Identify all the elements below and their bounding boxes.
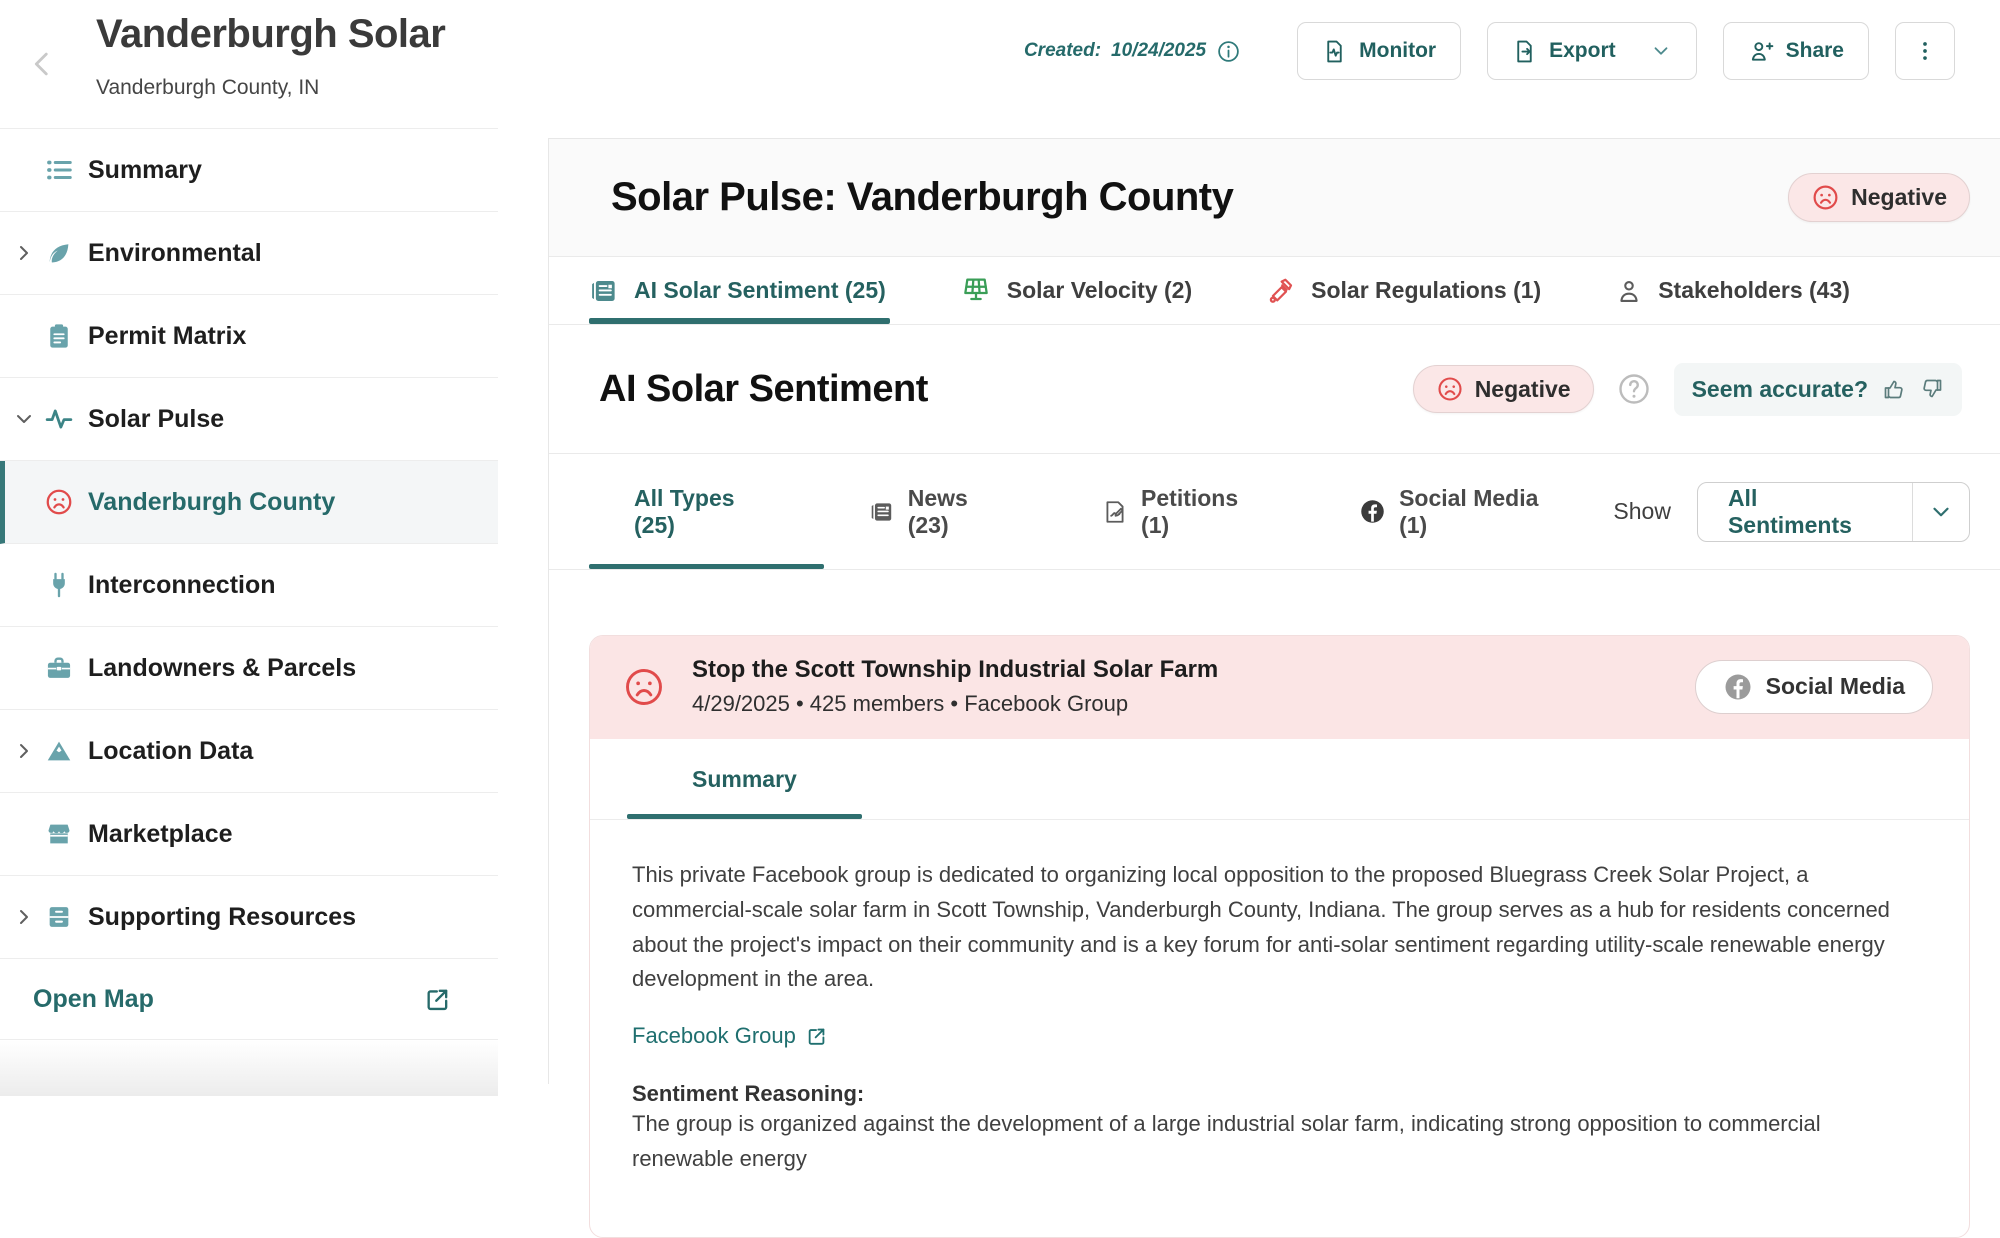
filter-social-media[interactable]: [1314, 454, 1613, 569]
sidebar-item-label: Solar Pulse: [88, 404, 225, 433]
sidebar: [0, 128, 498, 1084]
newspaper-icon: [589, 276, 619, 306]
chevron-right-icon[interactable]: [12, 739, 38, 763]
card-title: Stop the Scott Township Industrial Solar Farm: [692, 656, 1219, 683]
leaf-icon: [44, 238, 74, 268]
created-label: Created:: [1023, 40, 1102, 61]
export-label: Export: [1549, 39, 1616, 62]
facebook-icon: [1359, 498, 1386, 525]
filter-label: Petitions (1): [1141, 484, 1239, 538]
sidebar-item-solar-pulse[interactable]: [0, 378, 498, 461]
main-tabs: [549, 257, 2000, 325]
sidebar-item-marketplace[interactable]: [0, 793, 498, 876]
section-title: AI Solar Sentiment: [599, 367, 928, 410]
share-person-icon: [1748, 38, 1774, 64]
chevron-left-icon: [25, 47, 59, 81]
created-date: 10/24/2025: [1111, 40, 1207, 61]
sidebar-item-landowners-parcels[interactable]: [0, 627, 498, 710]
export-button[interactable]: [1487, 22, 1697, 80]
thumbs-down-button[interactable]: [1920, 377, 1944, 401]
info-icon[interactable]: [1216, 39, 1241, 64]
tab-label: AI Solar Sentiment (25): [634, 277, 886, 303]
accuracy-feedback: [1674, 363, 1962, 416]
share-button[interactable]: [1723, 22, 1869, 80]
tab-label: Stakeholders (43): [1658, 277, 1850, 303]
tab-solar-velocity[interactable]: [960, 257, 1192, 324]
topbar-actions: [1024, 22, 1955, 80]
filter-label: News (23): [907, 484, 968, 538]
card-meta: 4/29/2025 • 425 members • Facebook Group: [692, 691, 1129, 716]
sidebar-item-label: Vanderburgh County: [88, 487, 336, 516]
tab-stakeholders[interactable]: [1615, 257, 1850, 324]
main-panel: [548, 138, 2000, 1171]
sidebar-item-label: Location Data: [88, 736, 254, 765]
card-type-badge: [1695, 660, 1933, 714]
person-icon: [1615, 277, 1643, 305]
sentiment-reasoning-text: The group is organized against the development of a large industrial solar farm, indicating strong opposition to commercial renewable energy: [632, 1111, 1821, 1171]
clipboard-icon: [44, 321, 74, 351]
tab-label: Solar Regulations (1): [1311, 277, 1542, 303]
top-header: [0, 0, 2000, 128]
sidebar-item-label: Permit Matrix: [88, 321, 247, 350]
created-info: [1024, 39, 1241, 64]
chevron-right-icon[interactable]: [12, 241, 38, 265]
filter-all-types[interactable]: [589, 454, 824, 569]
card-tabs: [590, 739, 1969, 820]
sentiment-filter-value: All Sentiments: [1698, 483, 1913, 541]
sidebar-item-label: Summary: [88, 155, 202, 184]
sidebar-item-permit-matrix[interactable]: [0, 295, 498, 378]
filter-news[interactable]: [824, 454, 1057, 569]
sidebar-item-label: Landowners & Parcels: [88, 653, 357, 682]
open-map-label: Open Map: [33, 984, 154, 1013]
sad-face-icon: [1811, 183, 1840, 212]
card-body: [590, 820, 1969, 1237]
sidebar-item-location-data[interactable]: [0, 710, 498, 793]
sad-face-icon: [1436, 375, 1464, 403]
sentiment-filter-select[interactable]: [1697, 482, 1970, 542]
results-list: [549, 570, 2000, 1238]
sidebar-fade: [0, 1040, 498, 1096]
sidebar-item-interconnection[interactable]: [0, 544, 498, 627]
petition-icon: [1102, 499, 1128, 525]
pulse-icon: [44, 404, 74, 434]
sentiment-badge: [1788, 173, 1970, 222]
section-header-right: [1413, 363, 1962, 416]
gavel-icon: [1266, 276, 1296, 306]
sidebar-item-summary[interactable]: [0, 128, 498, 212]
sidebar-item-label: Marketplace: [88, 819, 233, 848]
section-header: [549, 325, 2000, 454]
facebook-group-link-label: Facebook Group: [632, 1023, 796, 1048]
more-options-button[interactable]: [1895, 22, 1955, 80]
accuracy-label: Seem accurate?: [1691, 375, 1868, 402]
summary-text: This private Facebook group is dedicated to organizing local opposition to the proposed Bluegrass Creek Solar Project, a commercial-scale solar farm in Scott Township, Vanderburgh County, Indiana. The group serves as a hub for residents concerned about the project's impact on their community and is a key forum for anti-solar sentiment regarding utility-scale renewable energy development in the area.: [632, 862, 1890, 992]
page-title: Solar Pulse: Vanderburgh County: [611, 175, 1234, 219]
monitor-button[interactable]: [1297, 22, 1461, 80]
help-icon[interactable]: [1616, 371, 1652, 407]
sentiment-badge-label: Negative: [1474, 375, 1571, 402]
page-header: [549, 139, 2000, 257]
facebook-group-link[interactable]: [632, 1023, 828, 1049]
sentiment-badge-label: Negative: [1851, 184, 1947, 210]
card-tab-summary[interactable]: Summary: [627, 739, 862, 819]
card-header: [590, 636, 1969, 739]
project-subtitle: Vanderburgh County, IN: [96, 76, 320, 99]
sidebar-item-label: Environmental: [88, 238, 262, 267]
share-label: Share: [1785, 39, 1844, 62]
card-type-label: Social Media: [1765, 673, 1905, 699]
sentiment-badge: [1413, 365, 1594, 413]
kebab-menu-icon: [1912, 38, 1938, 64]
tab-label: Solar Velocity (2): [1006, 277, 1193, 303]
chevron-down-icon: [1650, 40, 1672, 62]
list-icon: [44, 155, 74, 185]
sentiment-reasoning-label: Sentiment Reasoning:: [632, 1081, 865, 1106]
chevron-down-icon[interactable]: [12, 407, 38, 431]
filter-tabs: [549, 454, 2000, 570]
filter-label: All Types (25): [634, 484, 735, 538]
tab-ai-solar-sentiment[interactable]: [589, 257, 886, 324]
sentiment-card: [589, 635, 1970, 1238]
sidebar-item-label: Supporting Resources: [88, 902, 357, 931]
filter-right: [1613, 482, 2000, 542]
storefront-icon: [44, 819, 74, 849]
project-title: Vanderburgh Solar: [96, 12, 446, 56]
sidebar-item-environmental[interactable]: [0, 212, 498, 295]
plug-icon: [44, 570, 74, 600]
chevron-right-icon[interactable]: [12, 905, 38, 929]
solar-panel-icon: [960, 275, 992, 307]
filter-label: Social Media (1): [1399, 484, 1539, 538]
show-label: Show: [1613, 498, 1671, 524]
chevron-down-icon: [1913, 483, 1969, 541]
sidebar-item-supporting-resources[interactable]: [0, 876, 498, 959]
facebook-icon: [1723, 672, 1753, 702]
open-map-link[interactable]: [0, 959, 498, 1040]
sad-face-icon: [622, 665, 666, 709]
filter-petitions[interactable]: [1057, 454, 1314, 569]
external-link-icon: [424, 985, 452, 1013]
monitor-doc-icon: [1322, 39, 1347, 64]
mountain-icon: [44, 736, 74, 766]
newspaper-icon: [869, 499, 895, 525]
sidebar-item-vanderburgh-county[interactable]: [0, 461, 498, 544]
sad-face-icon: [44, 487, 74, 517]
briefcase-icon: [44, 653, 74, 683]
external-link-icon: [806, 1025, 828, 1047]
card-header-text: [692, 656, 1218, 717]
thumbs-up-button[interactable]: [1882, 377, 1906, 401]
monitor-label: Monitor: [1359, 39, 1437, 62]
sidebar-item-label: Interconnection: [88, 570, 276, 599]
cabinet-icon: [44, 902, 74, 932]
export-doc-icon: [1512, 39, 1537, 64]
back-button[interactable]: [20, 34, 64, 94]
tab-solar-regulations[interactable]: [1266, 257, 1541, 324]
